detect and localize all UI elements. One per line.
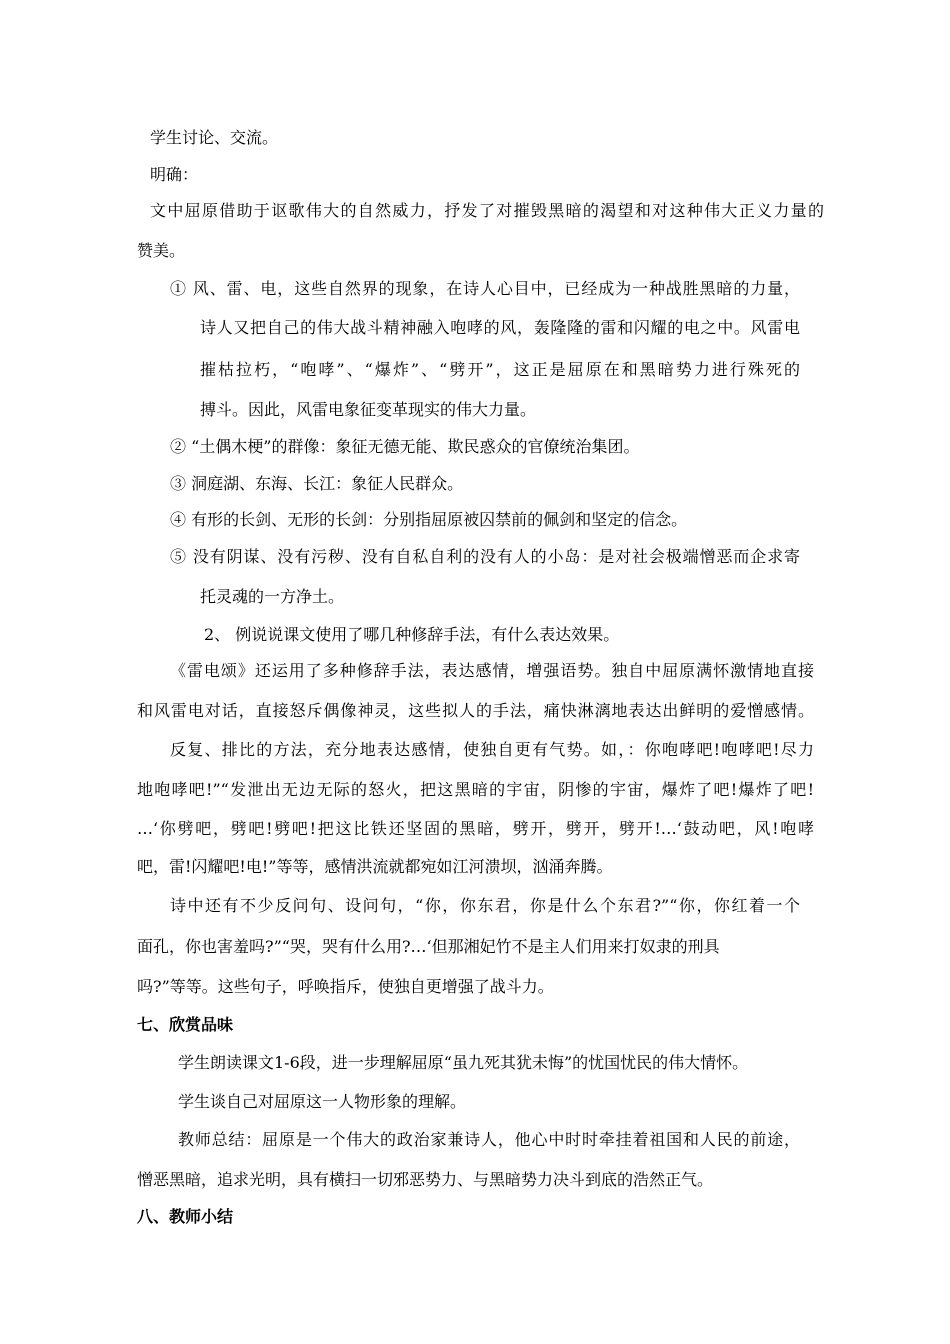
text-line: 明确： (150, 165, 199, 184)
text-line: 学生朗读课文1-6段，进一步理解屈原“虽九死其犹未悔”的忧国忧民的伟大情怀。 (178, 1053, 749, 1072)
text-line: 学生谈自己对屈原这一人物形象的理解。 (178, 1092, 467, 1111)
list-item: ⑤ 没有阴谋、没有污秽、没有自私自利的没有人的小岛：是对社会极端憎恶而企求寄 (170, 547, 800, 566)
text-line: 地咆哮吧!”“发泄出无边无际的怒火，把这黑暗的宇宙，阴惨的宇宙，爆炸了吧!爆炸了吧! (137, 780, 814, 799)
text-line: …‘你劈吧，劈吧!劈吧!把这比铁还坚固的黑暗，劈开，劈开，劈开!…‘鼓动吧，风!咆哮 (137, 819, 814, 838)
section-heading: 七、欣赏品味 (137, 1015, 234, 1034)
list-item: 托灵魂的一方净土。 (200, 587, 345, 606)
list-item: 搏斗。因此，风雷电象征变革现实的伟大力量。 (200, 400, 537, 419)
text-line: 吧，雷!闪耀吧!电!”等等，感情洪流就都宛如江河溃坝，汹涌奔腾。 (137, 857, 613, 876)
text-line: 学生讨论、交流。 (150, 128, 279, 147)
list-item: ② “土偶木梗”的群像：象征无德无能、欺民惑众的官僚统治集团。 (170, 437, 640, 456)
text-line: 憎恶黑暗，追求光明，具有横扫一切邪恶势力、与黑暗势力决斗到底的浩然正气。 (137, 1170, 714, 1189)
list-item: 摧枯拉朽，“咆哮”、“爆炸”、“劈开”，这正是屈原在和黑暗势力进行殊死的 (200, 360, 800, 379)
text-line: 吗?”等等。这些句子，呼唤指斥，使独自更增强了战斗力。 (137, 977, 554, 996)
text-line: 诗中还有不少反问句、设问句，“你，你东君，你是什么个东君?”“你，你红着一个 (170, 896, 800, 915)
list-item: ③ 洞庭湖、东海、长江：象征人民群众。 (170, 474, 464, 493)
list-item: ④ 有形的长剑、无形的长剑：分别指屈原被囚禁前的佩剑和坚定的信念。 (170, 510, 688, 529)
text-line: 面孔，你也害羞吗?”“哭，哭有什么用?…‘但那湘妃竹不是主人们用来打奴隶的刑具 (137, 937, 720, 956)
text-line: 文中屈原借助于讴歌伟大的自然威力，抒发了对摧毁黑暗的渴望和对这种伟大正义力量的 (150, 201, 824, 220)
section-heading: 八、教师小结 (137, 1207, 234, 1226)
text-line: 教师总结：屈原是一个伟大的政治家兼诗人，他心中时时牵挂着祖国和人民的前途， (178, 1130, 800, 1149)
text-line: 和风雷电对话，直接怒斥偶像神灵，这些拟人的手法，痛快淋漓地表达出鲜明的爱憎感情。 (137, 701, 814, 720)
text-line: 反复、排比的方法，充分地表达感情，使独自更有气势。如，：你咆哮吧!咆哮吧!尽力 (170, 740, 814, 759)
list-item: 诗人又把自己的伟大战斗精神融入咆哮的风，轰隆隆的雷和闪耀的电之中。风雷电 (200, 318, 800, 337)
text-line: 《雷电颂》还运用了多种修辞手法，表达感情，增强语势。独自中屈原满怀激情地直接 (170, 661, 814, 680)
section-question: 2、 例说说课文使用了哪几种修辞手法，有什么表达效果。 (204, 625, 620, 644)
list-item: ① 风、雷、电，这些自然界的现象，在诗人心目中，已经成为一种战胜黑暗的力量， (170, 279, 800, 298)
text-line: 赞美。 (137, 241, 186, 260)
